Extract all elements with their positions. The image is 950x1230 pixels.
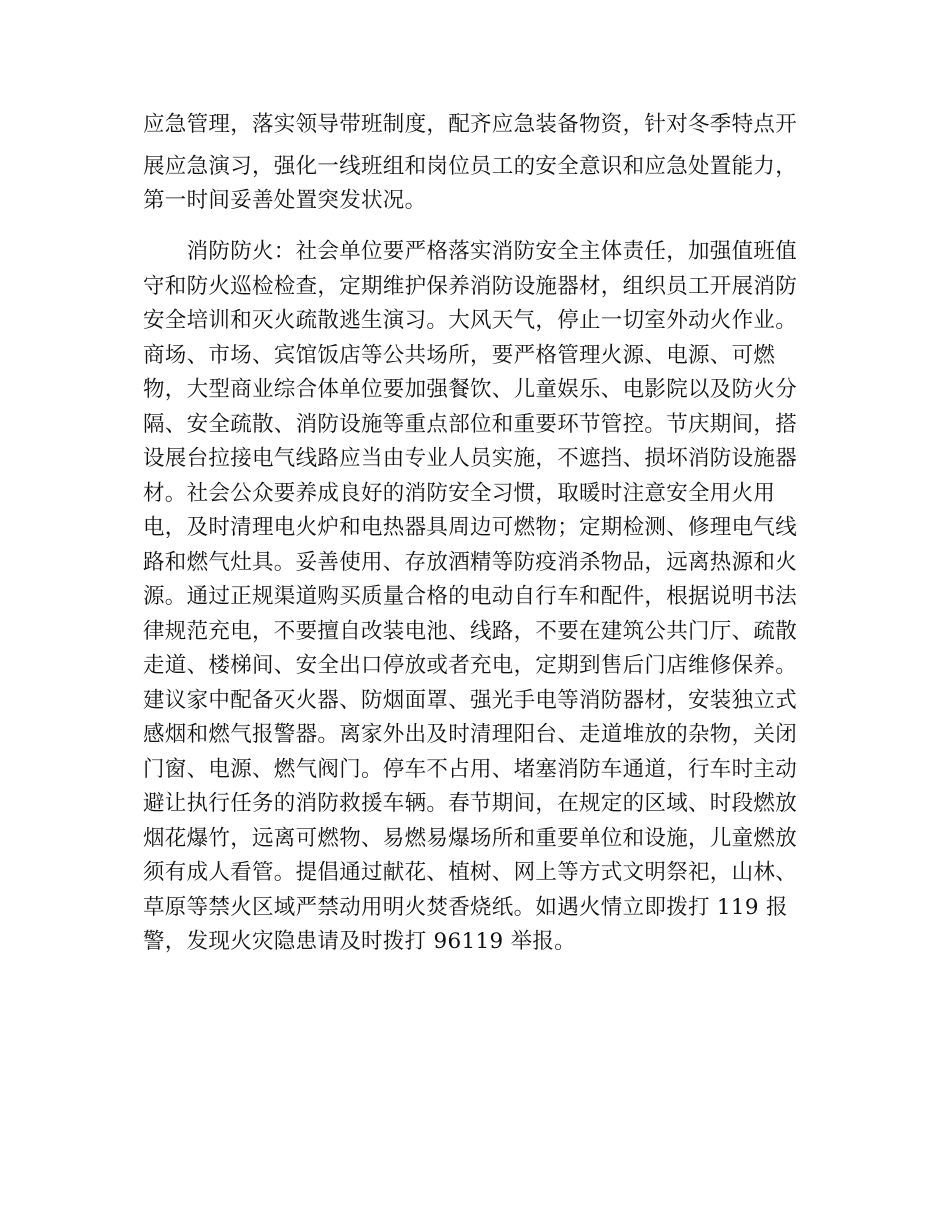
- paragraph-1-line-3: 第一时间妥善处置突发状况。: [143, 188, 427, 213]
- paragraph-1-line-2: 展应急演习，强化一线班组和岗位员工的安全意识和应急处置能力，: [143, 154, 798, 179]
- paragraph-2-line-17: 避让执行任务的消防救援车辆。春节期间，在规定的区域、时段燃放: [143, 791, 798, 816]
- paragraph-2-line-18: 烟花爆竹，远离可燃物、易燃易爆场所和重要单位和设施，儿童燃放: [143, 826, 798, 851]
- paragraph-2-line-21: 警，发现火灾隐患请及时拨打 96119 举报。: [143, 929, 576, 954]
- paragraph-2-line-16: 门窗、电源、燃气阀门。停车不占用、堵塞消防车通道，行车时主动: [143, 757, 798, 782]
- paragraph-2-line-14: 建议家中配备灭火器、防烟面罩、强光手电等消防器材，安装独立式: [143, 688, 798, 713]
- paragraph-2-line-12: 律规范充电，不要擅自改装电池、线路，不要在建筑公共门厅、疏散: [143, 619, 798, 644]
- paragraph-2-line-1: 消防防火：社会单位要严格落实消防安全主体责任，加强值班值: [143, 239, 798, 264]
- paragraph-2-line-7: 设展台拉接电气线路应当由专业人员实施，不遮挡、损坏消防设施器: [143, 446, 798, 471]
- paragraph-2-line-20: 草原等禁火区域严禁动用明火焚香烧纸。如遇火情立即拨打 119 报: [143, 895, 788, 920]
- paragraph-2-line-19: 须有成人看管。提倡通过献花、植树、网上等方式文明祭祀，山林、: [143, 860, 798, 885]
- paragraph-2-line-5: 物，大型商业综合体单位要加强餐饮、儿童娱乐、电影院以及防火分: [143, 377, 798, 402]
- paragraph-2-line-4: 商场、市场、宾馆饭店等公共场所，要严格管理火源、电源、可燃: [143, 343, 776, 368]
- paragraph-2-line-9: 电，及时清理电火炉和电热器具周边可燃物；定期检测、修理电气线: [143, 515, 798, 540]
- paragraph-2-line-8: 材。社会公众要养成良好的消防安全习惯，取暖时注意安全用火用: [143, 481, 776, 506]
- paragraph-2-line-11: 源。通过正规渠道购买质量合格的电动自行车和配件，根据说明书法: [143, 584, 798, 609]
- paragraph-2-line-2: 守和防火巡检检查，定期维护保养消防设施器材，组织员工开展消防: [143, 274, 798, 299]
- paragraph-2-line-13: 走道、楼梯间、安全出口停放或者充电，定期到售后门店维修保养。: [143, 653, 798, 678]
- paragraph-2-line-6: 隔、安全疏散、消防设施等重点部位和重要环节管控。节庆期间，搭: [143, 412, 798, 437]
- paragraph-2-line-3: 安全培训和灭火疏散逃生演习。大风天气，停止一切室外动火作业。: [143, 308, 798, 333]
- paragraph-2-line-15: 感烟和燃气报警器。离家外出及时清理阳台、走道堆放的杂物，关闭: [143, 722, 798, 747]
- paragraph-2-line-10: 路和燃气灶具。妥善使用、存放酒精等防疫消杀物品，远离热源和火: [143, 550, 798, 575]
- paragraph-1-line-1: 应急管理，落实领导带班制度，配齐应急装备物资，针对冬季特点开: [143, 112, 798, 137]
